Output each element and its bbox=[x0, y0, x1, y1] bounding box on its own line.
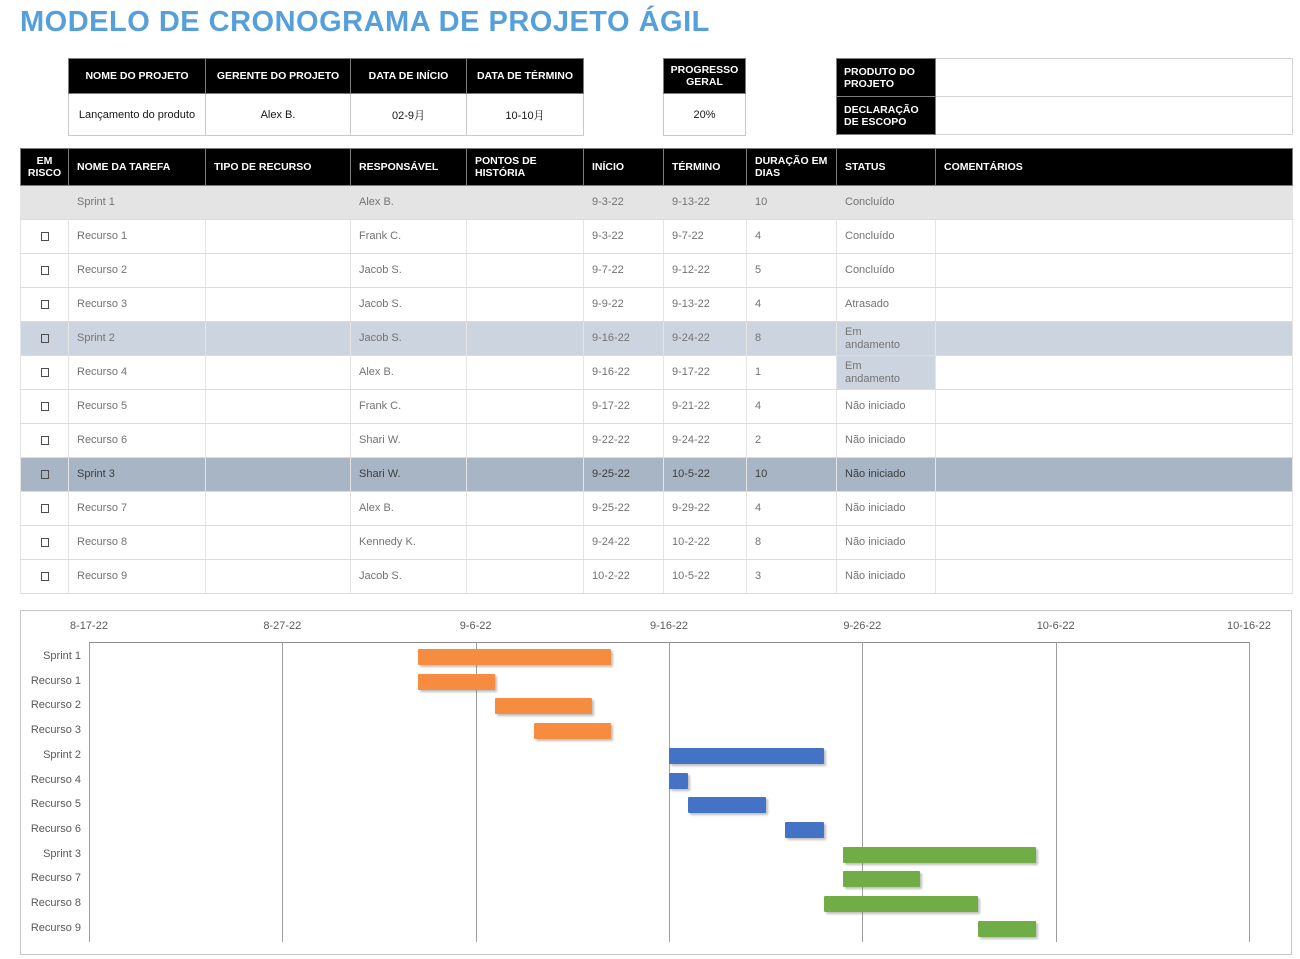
duration-cell[interactable]: 5 bbox=[747, 254, 837, 288]
gridline bbox=[1249, 642, 1250, 942]
risk-checkbox[interactable] bbox=[41, 300, 49, 309]
risk-checkbox[interactable] bbox=[41, 368, 49, 377]
story-points-cell[interactable] bbox=[467, 526, 584, 560]
start-date-cell[interactable]: 9-17-22 bbox=[584, 390, 664, 424]
project-product-label: PRODUTO DO PROJETO bbox=[837, 59, 936, 97]
risk-checkbox[interactable] bbox=[41, 538, 49, 547]
resource-type-cell[interactable] bbox=[206, 322, 351, 356]
task-name-cell[interactable]: Recurso 9 bbox=[69, 560, 206, 594]
task-name-cell[interactable]: Recurso 7 bbox=[69, 492, 206, 526]
task-row bbox=[21, 390, 1293, 424]
story-points-cell[interactable] bbox=[467, 186, 584, 220]
duration-cell[interactable]: 10 bbox=[747, 186, 837, 220]
status-cell[interactable]: Atrasado bbox=[837, 288, 936, 322]
column-header-te-rmino: TÉRMINO bbox=[664, 149, 747, 186]
duration-cell[interactable]: 10 bbox=[747, 458, 837, 492]
task-row bbox=[21, 560, 1293, 594]
risk-checkbox[interactable] bbox=[41, 572, 49, 581]
resource-type-cell[interactable] bbox=[206, 220, 351, 254]
project-product-value[interactable] bbox=[936, 59, 1293, 97]
risk-cell[interactable] bbox=[21, 424, 69, 458]
axis-tick-label: 9-6-22 bbox=[459, 620, 492, 632]
resource-type-cell[interactable] bbox=[206, 356, 351, 390]
status-cell[interactable]: Não iniciado bbox=[837, 458, 936, 492]
task-name-cell[interactable]: Recurso 1 bbox=[69, 220, 206, 254]
axis-tick-label: 9-16-22 bbox=[650, 620, 688, 632]
end-date-cell[interactable]: 10-2-22 bbox=[664, 526, 747, 560]
comments-cell[interactable] bbox=[936, 458, 1293, 492]
comments-cell[interactable] bbox=[936, 492, 1293, 526]
status-cell[interactable]: Não iniciado bbox=[837, 526, 936, 560]
risk-cell[interactable] bbox=[21, 390, 69, 424]
duration-cell[interactable]: 4 bbox=[747, 288, 837, 322]
risk-checkbox[interactable] bbox=[41, 232, 49, 241]
owner-cell[interactable]: Jacob S. bbox=[351, 288, 467, 322]
task-row bbox=[21, 458, 1293, 492]
start-date-cell[interactable]: 9-16-22 bbox=[584, 322, 664, 356]
task-row bbox=[21, 288, 1293, 322]
owner-cell[interactable]: Jacob S. bbox=[351, 560, 467, 594]
risk-checkbox[interactable] bbox=[41, 504, 49, 513]
gantt-row-label: Recurso 9 bbox=[30, 921, 81, 934]
end-date-cell[interactable]: 9-13-22 bbox=[664, 186, 747, 220]
start-date-cell[interactable]: 10-2-22 bbox=[584, 560, 664, 594]
start-date-cell[interactable]: 9-25-22 bbox=[584, 458, 664, 492]
story-points-cell[interactable] bbox=[467, 254, 584, 288]
gantt-bar-recurso-1 bbox=[418, 674, 495, 690]
gantt-bar-recurso-3 bbox=[534, 723, 611, 739]
owner-cell[interactable]: Frank C. bbox=[351, 220, 467, 254]
info-value-data-de-te-rmino[interactable]: 10-10月 bbox=[467, 94, 584, 136]
story-points-cell[interactable] bbox=[467, 356, 584, 390]
task-row bbox=[21, 254, 1293, 288]
task-name-cell[interactable]: Sprint 2 bbox=[69, 322, 206, 356]
risk-checkbox[interactable] bbox=[41, 470, 49, 479]
start-date-cell[interactable]: 9-3-22 bbox=[584, 186, 664, 220]
comments-cell[interactable] bbox=[936, 220, 1293, 254]
comments-cell[interactable] bbox=[936, 424, 1293, 458]
end-date-cell[interactable]: 9-7-22 bbox=[664, 220, 747, 254]
duration-cell[interactable]: 1 bbox=[747, 356, 837, 390]
resource-type-cell[interactable] bbox=[206, 390, 351, 424]
status-cell[interactable]: Não iniciado bbox=[837, 390, 936, 424]
owner-cell[interactable]: Kennedy K. bbox=[351, 526, 467, 560]
task-name-cell[interactable]: Recurso 4 bbox=[69, 356, 206, 390]
gantt-row-label: Recurso 1 bbox=[30, 674, 81, 687]
project-info-header-row bbox=[69, 59, 584, 94]
project-info-value-row bbox=[69, 94, 584, 136]
story-points-cell[interactable] bbox=[467, 424, 584, 458]
risk-checkbox[interactable] bbox=[41, 266, 49, 275]
gantt-bar-recurso-9 bbox=[978, 921, 1036, 937]
gantt-row-label: Recurso 4 bbox=[30, 773, 81, 786]
gantt-bar-recurso-8 bbox=[824, 896, 979, 912]
comments-cell[interactable] bbox=[936, 322, 1293, 356]
status-cell[interactable]: Concluído bbox=[837, 254, 936, 288]
duration-cell[interactable]: 3 bbox=[747, 560, 837, 594]
status-cell[interactable]: Não iniciado bbox=[837, 424, 936, 458]
gantt-row-label: Recurso 3 bbox=[30, 724, 81, 737]
resource-type-cell[interactable] bbox=[206, 186, 351, 220]
project-info-table bbox=[68, 58, 584, 136]
resource-type-cell[interactable] bbox=[206, 458, 351, 492]
task-row bbox=[21, 322, 1293, 356]
story-points-cell[interactable] bbox=[467, 322, 584, 356]
resource-type-cell[interactable] bbox=[206, 288, 351, 322]
gridline bbox=[669, 642, 670, 942]
owner-cell[interactable]: Frank C. bbox=[351, 390, 467, 424]
gantt-bar-recurso-5 bbox=[688, 797, 765, 813]
overall-progress-box bbox=[663, 58, 746, 136]
owner-cell[interactable]: Jacob S. bbox=[351, 322, 467, 356]
scope-box bbox=[836, 58, 1293, 135]
duration-cell[interactable]: 8 bbox=[747, 322, 837, 356]
gantt-bar-recurso-6 bbox=[785, 822, 824, 838]
info-header-data-de-ini-cio: DATA DE INÍCIO bbox=[351, 59, 467, 94]
story-points-cell[interactable] bbox=[467, 492, 584, 526]
info-value-gerente-do-projeto[interactable]: Alex B. bbox=[206, 94, 351, 136]
owner-cell[interactable]: Alex B. bbox=[351, 356, 467, 390]
page-title: MODELO DE CRONOGRAMA DE PROJETO ÁGIL bbox=[20, 6, 710, 38]
task-table bbox=[20, 148, 1293, 594]
risk-checkbox[interactable] bbox=[41, 334, 49, 343]
info-header-data-de-te-rmino: DATA DE TÉRMINO bbox=[467, 59, 584, 94]
gantt-row-label: Sprint 3 bbox=[43, 847, 81, 860]
gantt-row-label: Sprint 1 bbox=[43, 650, 81, 662]
task-row bbox=[21, 526, 1293, 560]
status-cell[interactable]: Em andamento bbox=[837, 322, 936, 356]
task-row bbox=[21, 492, 1293, 526]
comments-cell[interactable] bbox=[936, 254, 1293, 288]
axis-tick-label: 10-16-22 bbox=[1226, 620, 1272, 632]
risk-cell[interactable] bbox=[21, 254, 69, 288]
gantt-bar-sprint-1 bbox=[418, 649, 611, 665]
status-cell[interactable]: Não iniciado bbox=[837, 560, 936, 594]
status-cell[interactable]: Concluído bbox=[837, 220, 936, 254]
resource-type-cell[interactable] bbox=[206, 526, 351, 560]
comments-cell[interactable] bbox=[936, 526, 1293, 560]
task-row bbox=[21, 220, 1293, 254]
duration-cell[interactable]: 8 bbox=[747, 526, 837, 560]
risk-cell[interactable] bbox=[21, 322, 69, 356]
risk-checkbox[interactable] bbox=[41, 436, 49, 445]
risk-cell[interactable] bbox=[21, 560, 69, 594]
status-cell[interactable]: Em andamento bbox=[837, 356, 936, 390]
task-name-cell[interactable]: Sprint 1 bbox=[69, 186, 206, 220]
gantt-bar-recurso-4 bbox=[669, 773, 688, 789]
info-value-nome-do-projeto[interactable]: Lançamento do produto bbox=[69, 94, 206, 136]
column-header-em-risco: EM RISCO bbox=[21, 149, 69, 186]
gantt-bar-recurso-2 bbox=[495, 698, 592, 714]
gantt-row-label: Recurso 5 bbox=[30, 798, 81, 811]
story-points-cell[interactable] bbox=[467, 288, 584, 322]
story-points-cell[interactable] bbox=[467, 390, 584, 424]
gridline bbox=[89, 642, 90, 942]
column-header-ini-cio: INÍCIO bbox=[584, 149, 664, 186]
risk-cell[interactable] bbox=[21, 186, 69, 220]
risk-cell[interactable] bbox=[21, 526, 69, 560]
task-name-cell[interactable]: Recurso 3 bbox=[69, 288, 206, 322]
gantt-row-label: Recurso 8 bbox=[30, 897, 81, 909]
gridline bbox=[282, 642, 283, 942]
story-points-cell[interactable] bbox=[467, 458, 584, 492]
gantt-bar-recurso-7 bbox=[843, 871, 920, 887]
column-header-durac-a-o-em-dias: DURAÇÃO EM DIAS bbox=[747, 149, 837, 186]
comments-cell[interactable] bbox=[936, 390, 1293, 424]
task-name-cell[interactable]: Recurso 8 bbox=[69, 526, 206, 560]
axis-tick-label: 9-26-22 bbox=[843, 620, 882, 632]
scope-statement-value[interactable] bbox=[936, 97, 1293, 135]
comments-cell[interactable] bbox=[936, 186, 1293, 220]
risk-cell[interactable] bbox=[21, 458, 69, 492]
owner-cell[interactable]: Alex B. bbox=[351, 492, 467, 526]
column-header-tipo-de-recurso: TIPO DE RECURSO bbox=[206, 149, 351, 186]
story-points-cell[interactable] bbox=[467, 220, 584, 254]
risk-cell[interactable] bbox=[21, 288, 69, 322]
risk-cell[interactable] bbox=[21, 492, 69, 526]
scope-statement-label: DECLARAÇÃO DE ESCOPO bbox=[837, 97, 936, 135]
overall-progress-label: PROGRESSO GERAL bbox=[664, 59, 746, 94]
task-name-cell[interactable]: Recurso 6 bbox=[69, 424, 206, 458]
resource-type-cell[interactable] bbox=[206, 492, 351, 526]
task-row bbox=[21, 186, 1293, 220]
status-cell[interactable]: Concluído bbox=[837, 186, 936, 220]
comments-cell[interactable] bbox=[936, 356, 1293, 390]
end-date-cell[interactable]: 9-17-22 bbox=[664, 356, 747, 390]
gantt-row-label: Recurso 7 bbox=[30, 872, 81, 885]
gantt-row-label: Sprint 2 bbox=[43, 748, 81, 761]
task-table-header-row bbox=[21, 149, 1293, 186]
axis-tick-label: 8-17-22 bbox=[70, 620, 108, 632]
end-date-cell[interactable]: 9-12-22 bbox=[664, 254, 747, 288]
column-header-pontos-de-histo-ria: PONTOS DE HISTÓRIA bbox=[467, 149, 584, 186]
story-points-cell[interactable] bbox=[467, 560, 584, 594]
task-row bbox=[21, 356, 1293, 390]
gantt-row-label: Recurso 6 bbox=[30, 822, 81, 835]
start-date-cell[interactable]: 9-9-22 bbox=[584, 288, 664, 322]
end-date-cell[interactable]: 9-24-22 bbox=[664, 424, 747, 458]
task-name-cell[interactable]: Recurso 5 bbox=[69, 390, 206, 424]
comments-cell[interactable] bbox=[936, 288, 1293, 322]
gantt-chart bbox=[20, 610, 1292, 955]
column-header-responsa-vel: RESPONSÁVEL bbox=[351, 149, 467, 186]
owner-cell[interactable]: Alex B. bbox=[351, 186, 467, 220]
resource-type-cell[interactable] bbox=[206, 560, 351, 594]
end-date-cell[interactable]: 9-24-22 bbox=[664, 322, 747, 356]
axis-tick-label: 10-6-22 bbox=[1036, 620, 1075, 632]
duration-cell[interactable]: 2 bbox=[747, 424, 837, 458]
start-date-cell[interactable]: 9-24-22 bbox=[584, 526, 664, 560]
owner-cell[interactable]: Shari W. bbox=[351, 424, 467, 458]
gantt-row-label: Recurso 2 bbox=[30, 699, 81, 712]
info-header-gerente-do-projeto: GERENTE DO PROJETO bbox=[206, 59, 351, 94]
info-header-nome-do-projeto: NOME DO PROJETO bbox=[69, 59, 206, 94]
task-row bbox=[21, 424, 1293, 458]
end-date-cell[interactable]: 10-5-22 bbox=[664, 458, 747, 492]
column-header-nome-da-tarefa: NOME DA TAREFA bbox=[69, 149, 206, 186]
duration-cell[interactable]: 4 bbox=[747, 220, 837, 254]
end-date-cell[interactable]: 9-21-22 bbox=[664, 390, 747, 424]
gridline bbox=[1056, 642, 1057, 942]
start-date-cell[interactable]: 9-25-22 bbox=[584, 492, 664, 526]
column-header-status: STATUS bbox=[837, 149, 936, 186]
task-name-cell[interactable]: Recurso 2 bbox=[69, 254, 206, 288]
gantt-bar-sprint-3 bbox=[843, 847, 1036, 863]
start-date-cell[interactable]: 9-3-22 bbox=[584, 220, 664, 254]
column-header-comenta-rios: COMENTÁRIOS bbox=[936, 149, 1293, 186]
owner-cell[interactable]: Shari W. bbox=[351, 458, 467, 492]
risk-cell[interactable] bbox=[21, 220, 69, 254]
info-value-data-de-ini-cio[interactable]: 02-9月 bbox=[351, 94, 467, 136]
overall-progress-value[interactable]: 20% bbox=[664, 94, 746, 136]
risk-cell[interactable] bbox=[21, 356, 69, 390]
duration-cell[interactable]: 4 bbox=[747, 390, 837, 424]
task-name-cell[interactable]: Sprint 3 bbox=[69, 458, 206, 492]
start-date-cell[interactable]: 9-22-22 bbox=[584, 424, 664, 458]
axis-tick-label: 8-27-22 bbox=[263, 620, 302, 632]
start-date-cell[interactable]: 9-16-22 bbox=[584, 356, 664, 390]
end-date-cell[interactable]: 9-29-22 bbox=[664, 492, 747, 526]
start-date-cell[interactable]: 9-7-22 bbox=[584, 254, 664, 288]
end-date-cell[interactable]: 9-13-22 bbox=[664, 288, 747, 322]
end-date-cell[interactable]: 10-5-22 bbox=[664, 560, 747, 594]
resource-type-cell[interactable] bbox=[206, 254, 351, 288]
status-cell[interactable]: Não iniciado bbox=[837, 492, 936, 526]
resource-type-cell[interactable] bbox=[206, 424, 351, 458]
gantt-bar-sprint-2 bbox=[669, 748, 824, 764]
owner-cell[interactable]: Jacob S. bbox=[351, 254, 467, 288]
duration-cell[interactable]: 4 bbox=[747, 492, 837, 526]
comments-cell[interactable] bbox=[936, 560, 1293, 594]
risk-checkbox[interactable] bbox=[41, 402, 49, 411]
